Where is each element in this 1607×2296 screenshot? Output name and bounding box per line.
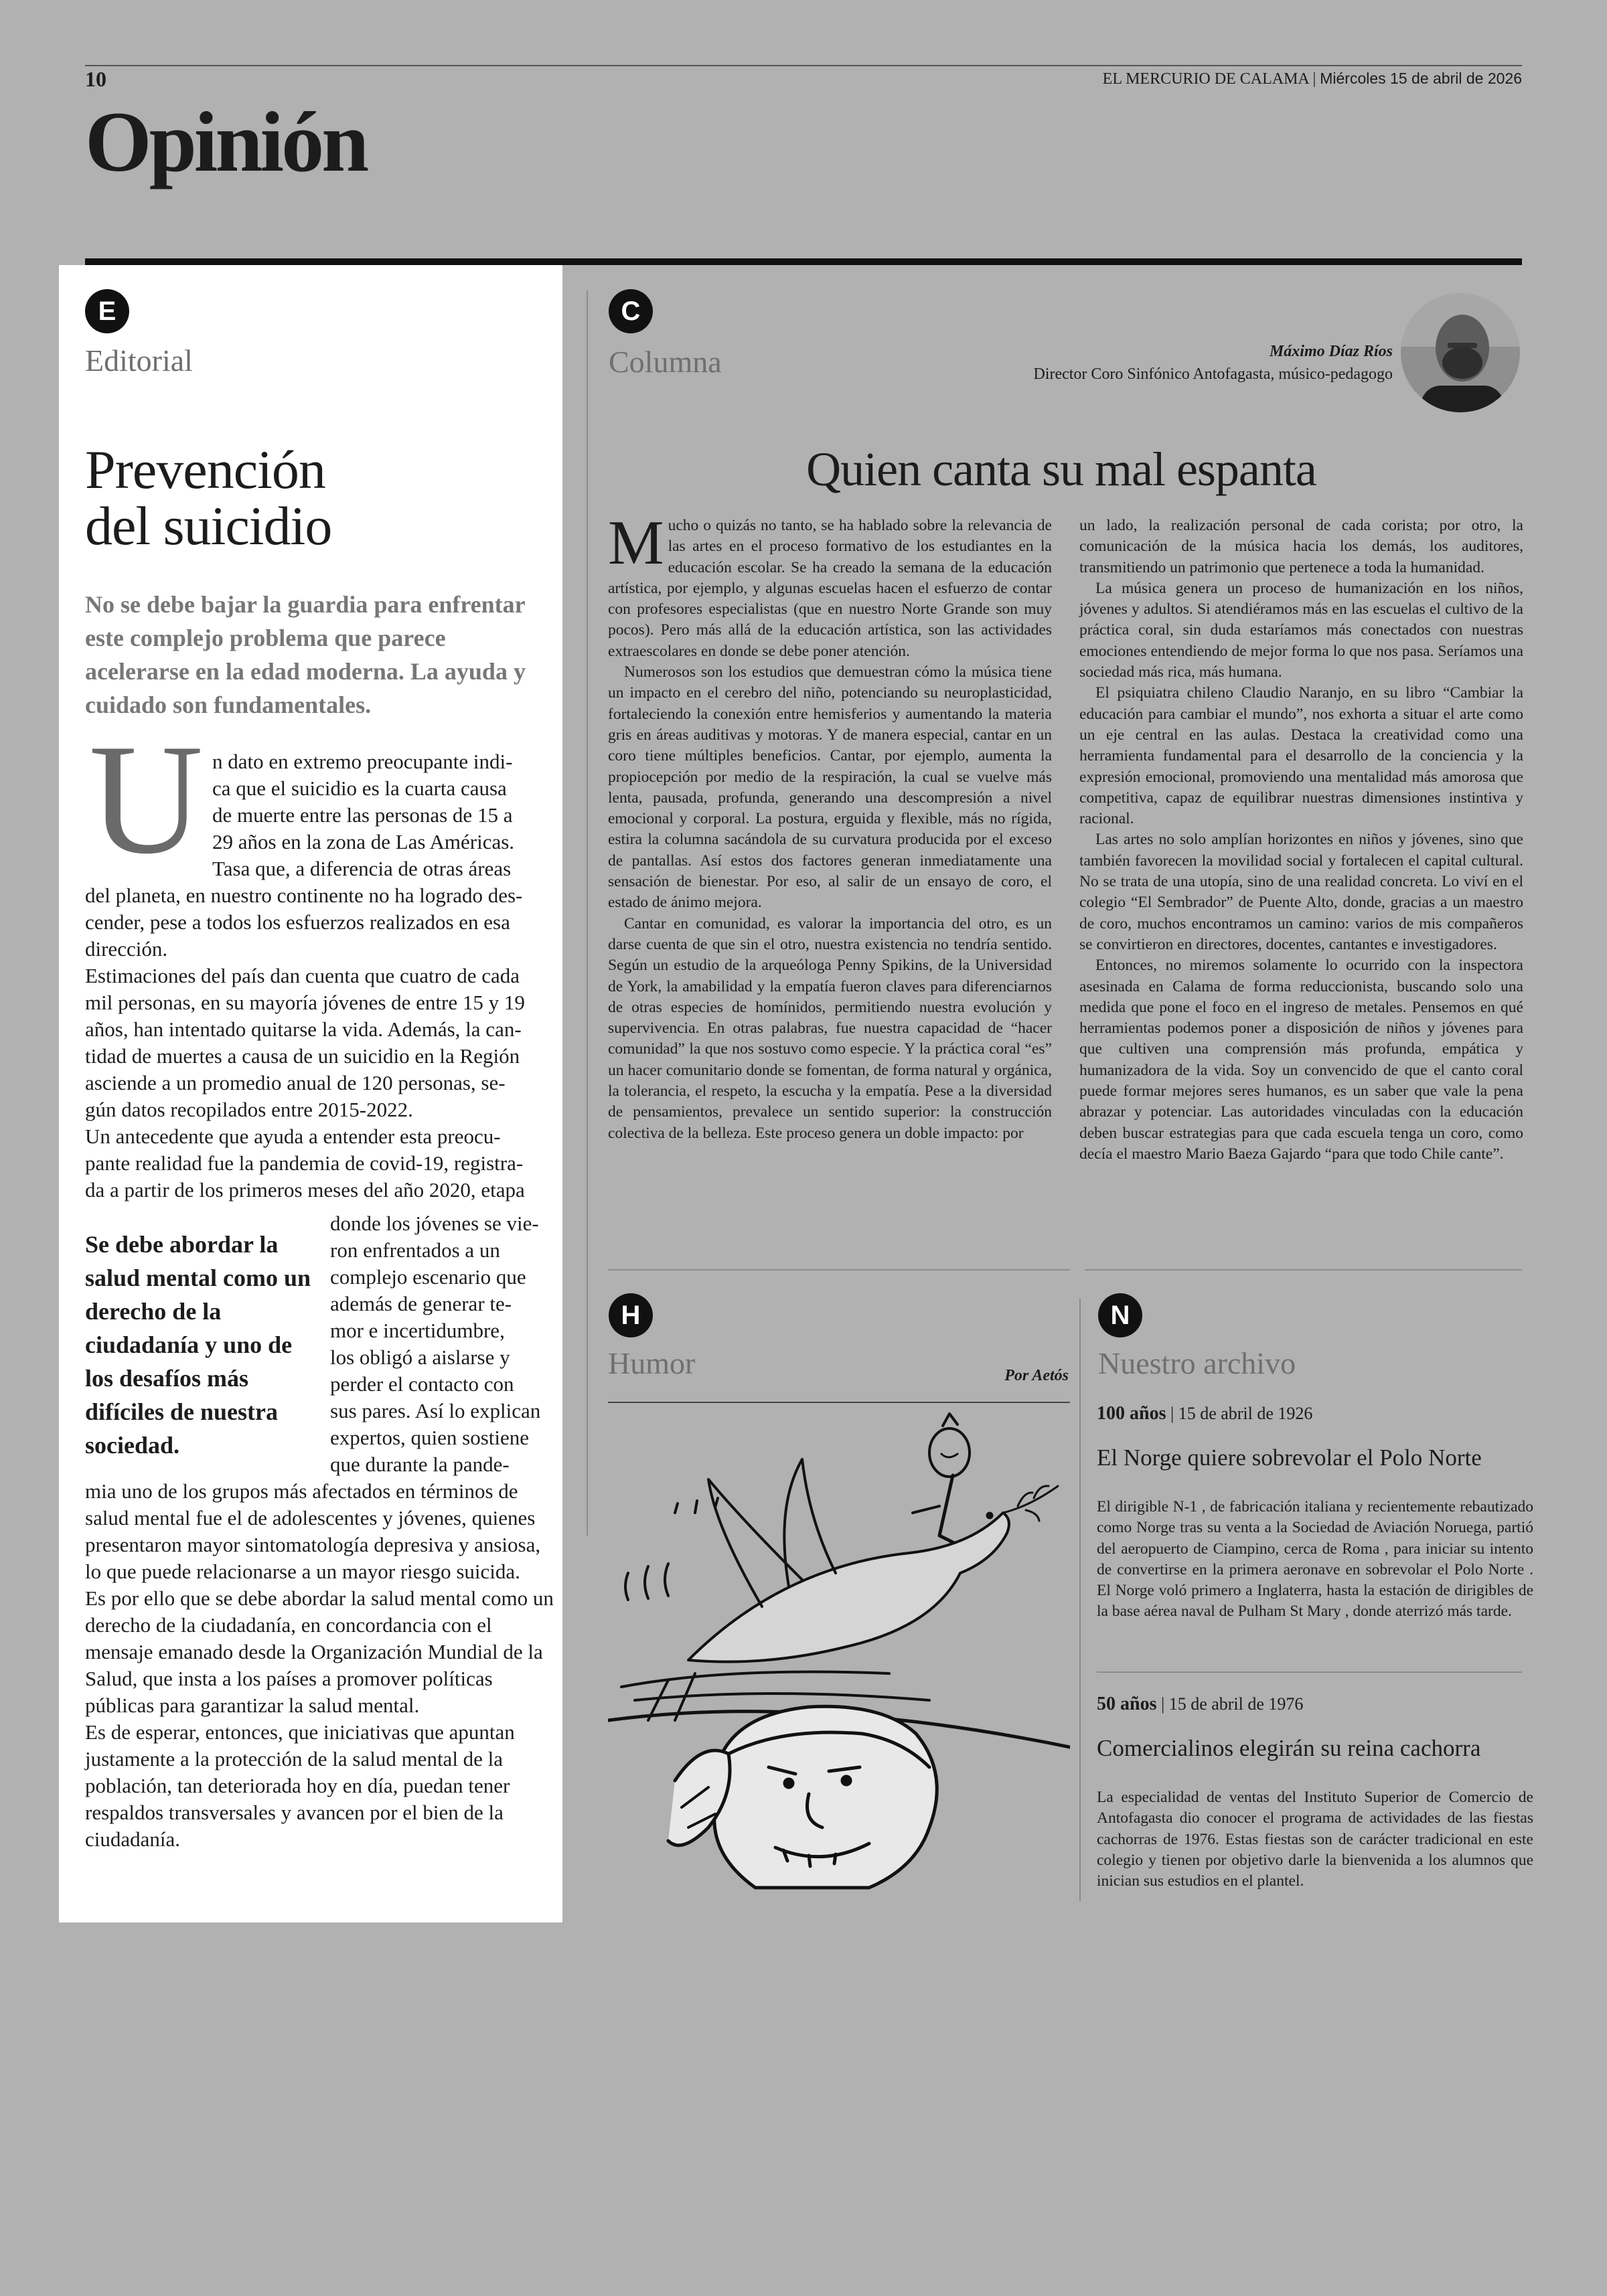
text-line: complejo escenario que: [330, 1265, 526, 1289]
paragraph: Cantar en comunidad, es valorar la importancia del otro, es un darse cuenta de que sin el otro, nuestra existencia no tendría sentido. Según un estudio de la arqueóloga Penny Spikins, de la Universidad de York, la amabilidad y la empatía fueron claves para diferenciarnos de otras especies de homínidos, permitiendo nuestra evolución y supervivencia. En otras palabras, fue nuestra capacidad de “hacer comunidad” la que nos sostuvo como especie. Y la práctica coral “es” un hacer comunitario donde se fomentan, de forma natural y orgánica, la tolerancia, el respeto, la escucha y la empatía. Pese a la diversidad de pensamientos, prevalece un sentido superior: la construcción colectiva de la belleza. Este proceso genera un doble impacto: por: [608, 914, 1052, 1142]
editorial-title: Prevención del suicidio: [85, 439, 332, 556]
editorial-badge: E: [85, 289, 129, 333]
paragraph: La música genera un proceso de humanización en los niños, jóvenes y adultos. Si atendiéramos más en las escuelas el cultivo de la práctica coral, sin duda estaríamos más conectados con nuestras emociones entendiendo de mejor forma lo que nos pasa. Seríamos una sociedad más rica, más humana.: [1079, 579, 1523, 681]
divider: [1085, 1269, 1522, 1270]
paragraph: Mucho o quizás no tanto, se ha hablado sobre la relevancia de las artes en el proceso formativo de los estudiantes en la educación escolar. Se ha creado la semana de la educación artística, por ejemplo, y algunas escuelas hacen el esfuerzo de contar con profesores especialistas (que en nuestro Norte Grande son muy pocos). Pero más allá de la educación artística, son las actividades extraescolares en donde se debe poner atención.: [608, 508, 1052, 660]
paragraph: Las artes no solo amplían horizontes en niños y jóvenes, sino que también favorecen la movilidad social y fortalecen el capital cultural. No se trata de una utopía, sino de una realidad concreta. Lo viví en el colegio “El Sembrador” de Puente Alto, donde, gracias a un maestro de coro, muchos encontramos un camino: varios de mis compañeros se convirtieron en directores, docentes, cantantes e investigadores.: [1079, 831, 1523, 953]
column-dropcap: M: [608, 508, 664, 578]
author-name: Máximo Díaz Ríos: [1269, 343, 1393, 360]
paragraph: Entonces, no miremos solamente lo ocurrido con la inspectora asesinada en Calama de forma reduccionista, buscando solo una medida que pone el foco en el ingreso de metales. Pensemos en qué herramientas podemos poner a disposición de niños y jóvenes para que cultiven una comprensión más profunda, empática y humanizadora de la vida. Soy un convencido de que el canto coral puede formar mejores seres humanos, es un saber que vale la pena abrazar y potenciar. Las autoridades vinculadas con la educación deben buscar estrategias para que cada escuela tenga un coro, como decía el maestro Mario Baeza Gajardo “para que todo Chile cante”.: [1079, 957, 1523, 1163]
text-line: mor e incertidumbre,: [330, 1319, 505, 1342]
text-line: además de generar te-: [330, 1292, 512, 1315]
text-line: ca que el suicidio es la cuarta causa: [212, 776, 507, 800]
column-body-left: [608, 508, 1052, 1144]
text-line: n dato en extremo preocupante indi-: [212, 750, 513, 773]
paragraph: Es por ello que se debe abordar la salud mental como un derecho de la ciudadanía, en concordancia con el mensaje emanado desde la Organización Mundial de la Salud, que insta a los países a promover políticas públicas para garantizar la salud mental.: [85, 1586, 554, 1717]
column-badge: C: [609, 289, 653, 333]
humor-credit: Por Aetós: [1004, 1367, 1069, 1384]
text-line: del planeta, en nuestro continente no ha logrado des-: [85, 884, 523, 907]
text-line: mil personas, en su mayoría jóvenes de entre 15 y 19: [85, 991, 525, 1014]
text-line: pante realidad fue la pandemia de covid-19, registra-: [85, 1151, 524, 1175]
text-line: de muerte entre las personas de 15 a: [212, 803, 513, 827]
text-line: que durante la pande-: [330, 1453, 510, 1476]
column-author: [870, 340, 1393, 386]
editorial-body-side: [330, 1210, 558, 1478]
archive-badge: N: [1098, 1293, 1142, 1337]
humor-kicker: Humor: [608, 1346, 696, 1380]
issue-date: Miércoles 15 de abril de 2026: [1320, 70, 1522, 87]
archive-item-text: La especialidad de ventas del Instituto Superior de Comercio de Antofagasta dio conocer el programa de actividades de las fiestas cachorras de 1976. Estas fiestas son de carácter tradicional en este colegio y tienen por objetivo darle la bienvenida a los alumnos que inician sus estudios en el plantel.: [1097, 1789, 1533, 1890]
text-line: Estimaciones del país dan cuenta que cuatro de cada: [85, 964, 520, 987]
editorial-body-bottom: [85, 1478, 554, 1853]
editorial-pullquote: Se debe abordar la salud mental como un derecho de la ciudadanía y uno de los desafíos más difíciles de nuestra sociedad.: [85, 1231, 311, 1459]
text-line: Tasa que, a diferencia de otras áreas: [212, 857, 512, 880]
editorial-lead: No se debe bajar la guardia para enfrentar este complejo problema que parece acelerarse en la edad moderna. La ayuda y cuidado son fundamentales.: [85, 591, 526, 718]
text-line: gún datos recopilados entre 2015-2022.: [85, 1098, 413, 1121]
archive-item-title: Comercialinos elegirán su reina cachorra: [1097, 1735, 1481, 1761]
archive-item-header: 100 años | 15 de abril de 1926: [1097, 1403, 1313, 1424]
page-number: 10: [85, 67, 106, 91]
text-line: da a partir de los primeros meses del año 2020, etapa: [85, 1178, 525, 1202]
column-title: Quien canta su mal espanta: [806, 442, 1316, 496]
column-divider: [587, 291, 588, 1536]
top-rule: [85, 65, 1522, 66]
paragraph: Es de esperar, entonces, que iniciativas que apuntan justamente a la protección de la salud mental de la población, tan deteriorada hoy en día, puedan tener respaldos transversales y avancen por el bien de la ciudadanía.: [85, 1720, 515, 1851]
text-line: asciende a un promedio anual de 120 personas, se-: [85, 1071, 506, 1094]
text-line: expertos, quien sostiene: [330, 1426, 530, 1449]
archive-item-text: El dirigible N-1 , de fabricación italiana y recientemente rebautizado como Norge tras su venta a la Sociedad de Aviación Noruega, partió del aeropuerto de Ciampino, cerca de Roma , para iniciar su intento de convertirse en la primera aeronave en sobrevolar el Polo Norte . El Norge voló primero a Inglaterra, hasta la estación de dirigibles de la base aérea naval de Pulham St Mary , donde aterrizó más tarde.: [1097, 1498, 1533, 1621]
divider: [608, 1269, 1070, 1270]
section-rule: [85, 258, 1522, 265]
text-line: dirección.: [85, 937, 168, 961]
text-line: ron enfrentados a un: [330, 1238, 500, 1262]
text-line: los obligó a aislarse y: [330, 1345, 510, 1369]
author-role: Director Coro Sinfónico Antofagasta, músico-pedagogo: [1033, 365, 1393, 383]
section-title: Opinión: [85, 94, 367, 189]
text-line: años, han intentado quitarse la vida. Además, la can-: [85, 1017, 522, 1041]
column-divider: [1079, 1299, 1081, 1901]
newspaper-name: EL MERCURIO DE CALAMA: [1102, 70, 1309, 88]
editorial-dropcap: U: [89, 712, 204, 887]
divider: [1097, 1671, 1522, 1673]
text-line: cender, pese a todos los esfuerzos realizados en esa: [85, 910, 510, 934]
column-body-right: [1079, 515, 1523, 1165]
archive-item-header: 50 años | 15 de abril de 1976: [1097, 1694, 1304, 1714]
editorial-kicker: Editorial: [85, 343, 193, 378]
archive-item-title: El Norge quiere sobrevolar el Polo Norte: [1097, 1445, 1482, 1471]
editorial-body-top: [85, 748, 547, 1204]
cartoon-illustration: [608, 1406, 1070, 1901]
paragraph: mia uno de los grupos más afectados en términos de salud mental fue el de adolescentes y jóvenes, quienes presentaron mayor sintomatología depresiva y ansiosa, lo que puede relacionarse a un mayor riesgo suicida.: [85, 1479, 541, 1583]
humor-rule: [608, 1402, 1070, 1403]
masthead: EL MERCURIO DE CALAMA | Miércoles 15 de abril de 2026: [1102, 70, 1522, 88]
text-line: tidad de muertes a causa de un suicidio en la Región: [85, 1044, 520, 1068]
text-line: Un antecedente que ayuda a entender esta preocu-: [85, 1125, 501, 1148]
paragraph: El psiquiatra chileno Claudio Naranjo, en su libro “Cambiar la educación para cambiar el mundo”, nos exhorta a situar el arte como un eje central en las aulas. Destaca la creatividad como una herramienta fundamental para el desarrollo de la conciencia y la expresión emocional, promoviendo una mentalidad más amorosa que competitiva, capaz de equilibrar nuestras dimensiones instintiva y racional.: [1079, 684, 1523, 828]
archive-kicker: Nuestro archivo: [1098, 1346, 1296, 1380]
column-kicker: Columna: [609, 345, 722, 379]
humor-badge: H: [609, 1293, 653, 1337]
text-line: sus pares. Así lo explican: [330, 1399, 541, 1422]
text-line: 29 años en la zona de Las Américas.: [212, 830, 515, 853]
text-line: donde los jóvenes se vie-: [330, 1212, 539, 1235]
author-photo: [1401, 293, 1520, 412]
text-line: perder el contacto con: [330, 1372, 514, 1396]
paragraph: un lado, la realización personal de cada corista; por otro, la comunicación de la música hacia los demás, los auditores, transmitiendo un patrimonio que pertenece a toda la humanidad.: [1079, 517, 1523, 576]
paragraph: Numerosos son los estudios que demuestran cómo la música tiene un impacto en el cerebro del niño, potenciando su neuroplasticidad, fortaleciendo la conexión entre hemisferios y aumentando la materia gris en áreas auditivas y motoras. Y de manera especial, cantar en un coro tiene múltiples beneficios. Cantar, por ejemplo, aumenta la propiocepción por medio de la respiración, la cual se vuelve más lenta, pausada, profunda, generando una descompresión a nivel emocional y corporal. La postura, erguida y flexible, más no rígida, estira la columna sacándola de su curvatura producida por el exceso de pantallas. Así estos dos factores generan inmediatamente una sensación de bienestar. Por eso, al salir de un ensayo de coro, el estado de ánimo mejora.: [608, 663, 1052, 912]
